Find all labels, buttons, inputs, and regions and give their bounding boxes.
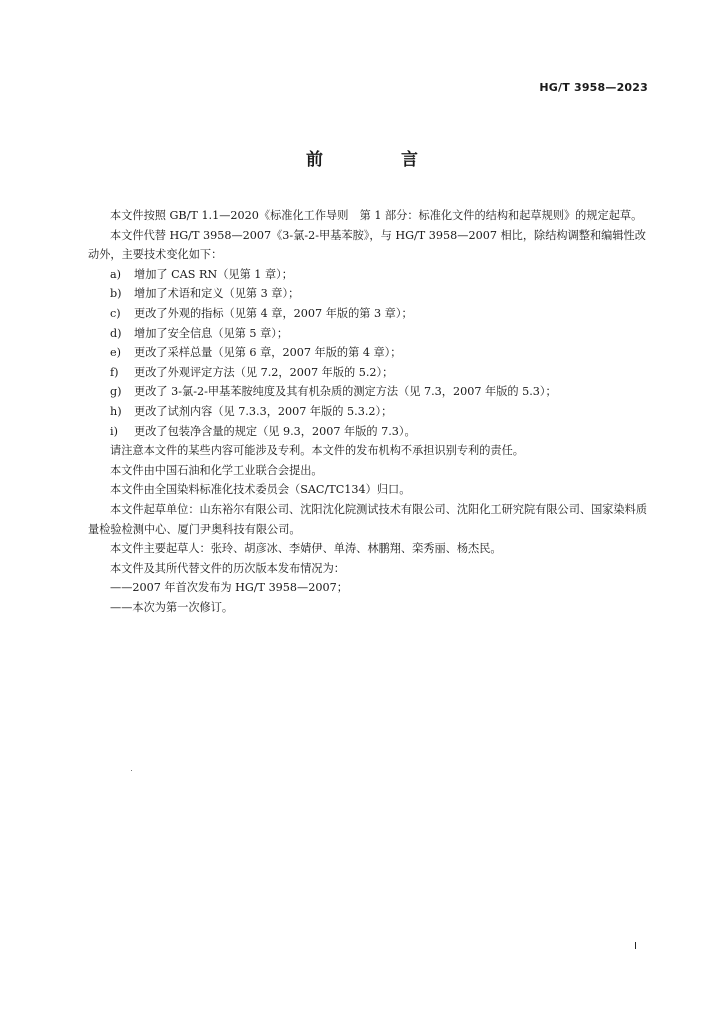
list-marker: i) xyxy=(110,424,118,438)
list-item xyxy=(88,324,648,344)
scan-speck xyxy=(131,770,132,771)
paragraph-replacement: 本文件代替 HG/T 3958—2007《3-氯-2-甲基苯胺》，与 HG/T 3958—2007 相比，除结构调整和编辑性改动外，主要技术变化如下： xyxy=(88,228,646,262)
history-item: ——2007 年首次发布为 HG/T 3958—2007； xyxy=(110,581,348,595)
list-item xyxy=(88,265,648,285)
list-item xyxy=(88,304,648,324)
foreword-body xyxy=(88,206,648,617)
list-marker: e) xyxy=(110,346,121,360)
list-item-text: 增加了安全信息（见第 5 章）； xyxy=(134,326,289,340)
page-number: I xyxy=(634,941,637,952)
paragraph-patent-notice: 请注意本文件的某些内容可能涉及专利。本文件的发布机构不承担识别专利的责任。 xyxy=(110,444,524,458)
paragraph-drafters: 本文件主要起草人：张玲、胡彦冰、李婧伊、单涛、林鹏翔、栾秀丽、杨杰民。 xyxy=(110,542,502,556)
list-item xyxy=(88,363,648,383)
paragraph-history-intro: 本文件及其所代替文件的历次版本发布情况为： xyxy=(110,561,345,575)
list-marker: d) xyxy=(110,326,122,340)
paragraph-proposer: 本文件由中国石油和化学工业联合会提出。 xyxy=(110,463,323,477)
list-marker: g) xyxy=(110,385,122,399)
list-item xyxy=(88,343,648,363)
paragraph-committee: 本文件由全国染料标准化技术委员会（SAC/TC134）归口。 xyxy=(110,483,411,497)
list-item xyxy=(88,284,648,304)
list-item-text: 更改了试剂内容（见 7.3.3，2007 年版的 5.3.2）； xyxy=(134,404,393,418)
list-marker: a) xyxy=(110,267,122,281)
list-item xyxy=(88,422,648,442)
list-item-text: 增加了 CAS RN（见第 1 章）； xyxy=(134,267,293,281)
change-list xyxy=(88,265,648,441)
list-item-text: 更改了包装净含量的规定（见 9.3，2007 年版的 7.3）。 xyxy=(134,424,416,438)
paragraph-drafting-units: 本文件起草单位：山东裕尔有限公司、沈阳沈化院测试技术有限公司、沈阳化工研究院有限公司、国家染料质量检验检测中心、厦门尹奥科技有限公司。 xyxy=(88,502,648,536)
list-item-text: 增加了术语和定义（见第 3 章）； xyxy=(134,287,300,301)
list-marker: f) xyxy=(110,365,119,379)
standard-code: HG/T 3958—2023 xyxy=(539,81,648,94)
list-item xyxy=(88,382,648,402)
list-marker: b) xyxy=(110,287,122,301)
history-item: ——本次为第一次修订。 xyxy=(110,600,234,614)
page-title: 前 言 xyxy=(306,150,454,170)
list-marker: c) xyxy=(110,306,121,320)
list-marker: h) xyxy=(110,404,122,418)
list-item-text: 更改了外观评定方法（见 7.2，2007 年版的 5.2）； xyxy=(134,365,394,379)
paragraph-drafting-rule: 本文件按照 GB/T 1.1—2020《标准化工作导则 第 1 部分：标准化文件的结构和起草规则》的规定起草。 xyxy=(110,209,643,222)
list-item-text: 更改了采样总量（见第 6 章，2007 年版的第 4 章）； xyxy=(134,346,402,360)
list-item-text: 更改了 3-氯-2-甲基苯胺纯度及其有机杂质的测定方法（见 7.3，2007 年版的 5.3）； xyxy=(134,385,557,399)
list-item-text: 更改了外观的指标（见第 4 章，2007 年版的第 3 章）； xyxy=(134,306,413,320)
list-item xyxy=(88,402,648,422)
